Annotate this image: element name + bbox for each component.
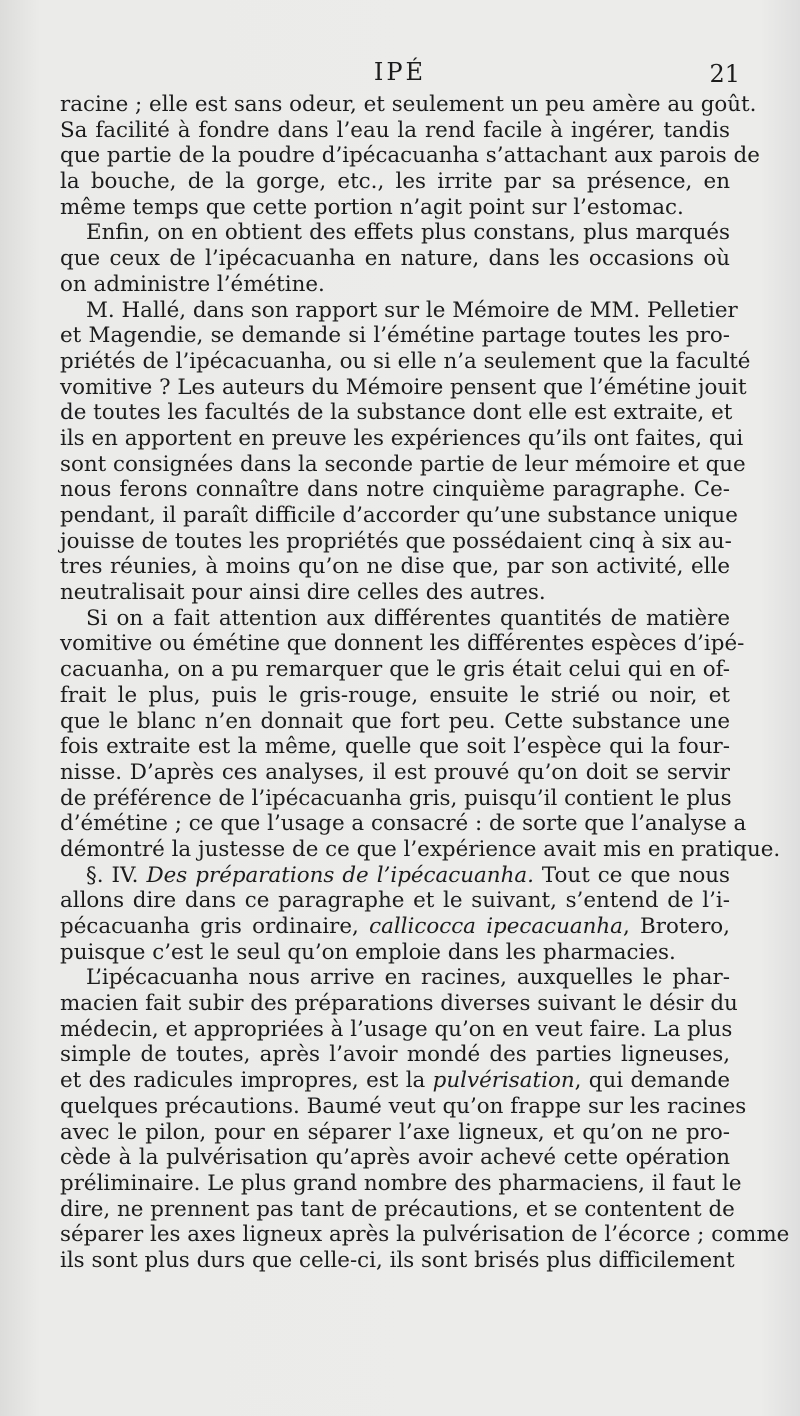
text-line (60, 1068, 730, 1094)
text-line: nisse. D’après ces analyses, il est prouvé qu’on doit se servir (60, 759, 730, 785)
text-line: racine ; elle est sans odeur, et seulement un peu amère au goût. (60, 92, 757, 117)
text-line: que partie de la poudre d’ipécacuanha s’attachant aux parois de (60, 143, 760, 169)
text-line: médecin, et appropriées à l’usage qu’on en veut faire. La plus (60, 1016, 733, 1042)
text-line: cède à la pulvérisation qu’après avoir achevé cette opération (60, 1145, 730, 1171)
paragraph (60, 220, 730, 297)
text-line: macien fait subir des préparations diverses suivant le désir du (60, 991, 738, 1017)
text-line: M. Hallé, dans son rapport sur le Mémoire de MM. Pelletier (86, 297, 738, 323)
paragraph (60, 297, 751, 606)
text-line: sont consignées dans la seconde partie de leur mémoire et que (60, 451, 746, 477)
paragraph (60, 863, 730, 966)
italic-text: callicocca ipecacuanha (369, 914, 623, 939)
running-head (60, 58, 740, 92)
paragraph (60, 605, 781, 863)
text-line: de préférence de l’ipécacuanha gris, puisqu’il contient le plus (60, 785, 732, 811)
text-line: dire, ne prennent pas tant de précautions, et se contentent de (60, 1196, 735, 1222)
italic-text: pulvérisation (432, 1068, 575, 1094)
line-segment: , qui demande (574, 1068, 730, 1094)
line-segment: et des radicules impropres, est la (60, 1068, 433, 1094)
text-line: Sa facilité à fondre dans l’eau la rend facile à ingérer, tandis (60, 117, 730, 143)
text-line: tres réunies, à moins qu’on ne dise que, par son activité, elle (60, 554, 730, 580)
line-segment: pécacuanha gris ordinaire, (60, 914, 370, 939)
running-title: IPÉ (373, 58, 427, 86)
text-line: que ceux de l’ipécacuanha en nature, dans les occasions où (60, 246, 730, 272)
text-line: priétés de l’ipécacuanha, ou si elle n’a seulement que la faculté (60, 348, 751, 374)
text-line: on administre l’émétine. (60, 271, 325, 297)
text-line: ils sont plus durs que celle-ci, ils sont brisés plus difficilement (60, 1247, 735, 1273)
text-line: préliminaire. Le plus grand nombre des pharmaciens, il faut le (60, 1170, 742, 1196)
text-line: Si on a fait attention aux différentes quantités de matière (86, 605, 730, 631)
text-line: que le blanc n’en donnait que fort peu. Cette substance une (60, 708, 730, 734)
body-text (60, 92, 790, 1274)
text-line: séparer les axes ligneux après la pulvérisation de l’écorce ; comme (60, 1222, 790, 1248)
text-line: de toutes les facultés de la substance dont elle est extraite, et (60, 400, 733, 426)
text-line: et Magendie, se demande si l’émétine partage toutes les pro- (60, 323, 730, 349)
text-line: avec le pilon, pour en séparer l’axe ligneux, et qu’on ne pro- (60, 1119, 730, 1145)
text-line: la bouche, de la gorge, etc., les irrite par sa présence, en (60, 169, 730, 195)
text-line: fois extraite est la même, quelle que soit l’espèce qui la four- (60, 734, 730, 760)
text-line: cacuanha, on a pu remarquer que le gris était celui qui en of- (60, 657, 730, 683)
text-line: jouisse de toutes les propriétés que possédaient cinq à six au- (60, 528, 732, 554)
text-line: neutralisait pour ainsi dire celles des autres. (60, 580, 546, 606)
text-line: simple de toutes, après l’avoir mondé des parties ligneuses, (60, 1042, 730, 1068)
text-line (60, 914, 730, 940)
line-segment: Tout ce que nous (533, 862, 730, 888)
text-line: d’émétine ; ce que l’usage a consacré : de sorte que l’analyse a (60, 811, 747, 837)
text-line: pendant, il paraît difficile d’accorder qu’une substance unique (60, 503, 738, 528)
text-line: quelques précautions. Baumé veut qu’on frappe sur les racines (60, 1093, 747, 1119)
text-line: puisque c’est le seul qu’on emploie dans les pharmacies. (60, 939, 676, 965)
text-line (60, 863, 730, 889)
text-line: même temps que cette portion n’agit point sur l’estomac. (60, 194, 684, 220)
text-line: Enfin, on en obtient des effets plus constans, plus marqués (86, 220, 730, 246)
text-line: nous ferons connaître dans notre cinquième paragraphe. Ce- (60, 477, 730, 503)
text-line: L’ipécacuanha nous arrive en racines, auxquelles le phar- (86, 965, 730, 991)
line-segment: , Brotero, (622, 914, 730, 939)
text-line: ils en apportent en preuve les expériences qu’ils ont faites, qui (60, 425, 744, 451)
text-line: allons dire dans ce paragraphe et le suivant, s’entend de l’i- (60, 888, 730, 914)
line-segment: §. IV. (86, 862, 147, 888)
text-line: démontré la justesse de ce que l’expérience avait mis en pratique. (60, 836, 781, 862)
text-line: vomitive ou émétine que donnent les différentes espèces d’ipé- (60, 631, 745, 657)
text-line: vomitive ? Les auteurs du Mémoire pensent que l’émétine jouit (60, 374, 747, 400)
italic-text: Des préparations de l’ipécacuanha. (146, 862, 534, 888)
paragraph (60, 965, 790, 1273)
text-line: frait le plus, puis le gris-rouge, ensuite le strié ou noir, et (60, 682, 730, 708)
page-number: 21 (709, 60, 740, 88)
paragraph (60, 92, 760, 220)
